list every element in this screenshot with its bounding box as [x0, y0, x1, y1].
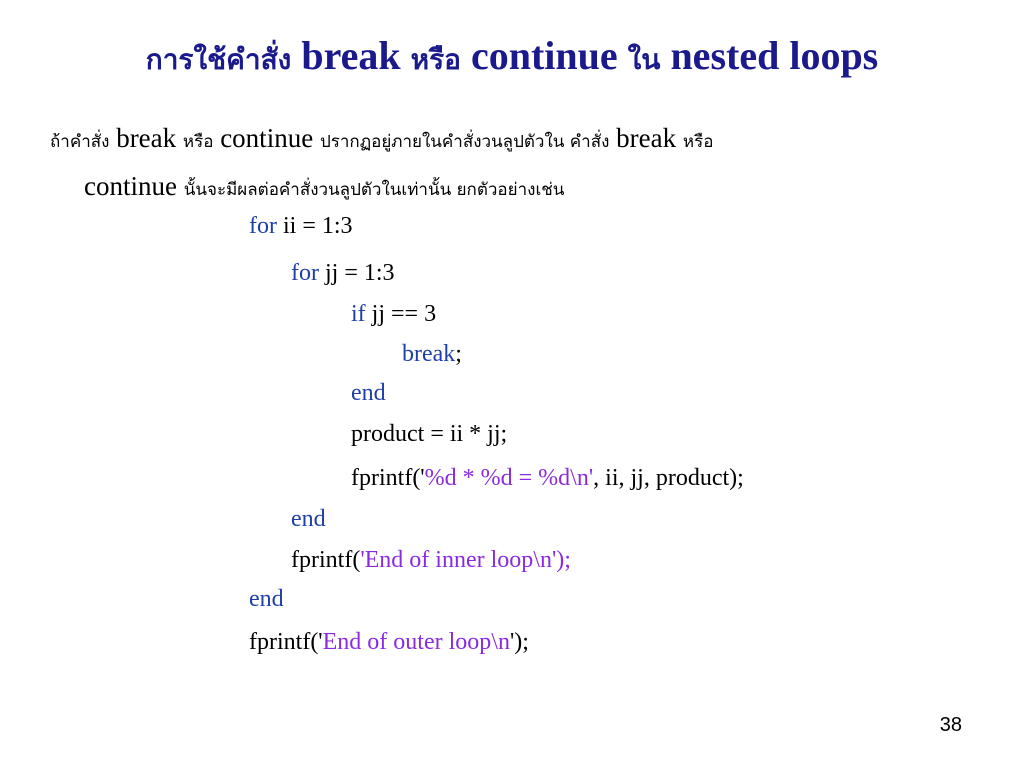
code-line: [351, 419, 507, 449]
code-keyword: if: [351, 301, 366, 327]
code-keyword: break: [402, 341, 456, 367]
code-line: [351, 463, 744, 493]
title-part: หรือ: [410, 43, 461, 76]
code-string: 'End of inner loop\n');: [360, 547, 571, 573]
code-text: jj = 1:3: [318, 260, 395, 286]
intro-text: continue: [84, 171, 177, 201]
title-part: nested loops: [670, 33, 879, 78]
intro-text: break: [116, 123, 177, 153]
title-part: การใช้คำสั่ง: [145, 43, 292, 76]
intro-text: break: [616, 123, 677, 153]
code-string: %d * %d = %d\n': [424, 465, 594, 491]
title-part: break: [301, 33, 401, 78]
intro-text: หรือ: [182, 132, 214, 152]
code-keyword: end: [249, 586, 284, 612]
intro-text: หรือ: [682, 132, 714, 152]
code-line: [249, 627, 529, 657]
code-line: [291, 545, 571, 575]
code-keyword: for: [249, 213, 277, 239]
code-line: [291, 504, 326, 534]
intro-text: continue: [220, 123, 314, 153]
code-line: [351, 299, 436, 329]
page-number: 38: [939, 714, 962, 736]
code-line: [402, 339, 462, 369]
intro-text: ปรากฏอยู่ภายในคำสั่งวนลูปตัวใน คำสั่ง: [319, 132, 610, 152]
code-line: [249, 211, 353, 241]
code-text: ');: [509, 629, 529, 655]
code-keyword: end: [351, 380, 386, 406]
code-keyword: end: [291, 506, 326, 532]
slide-title: [0, 28, 1024, 88]
code-text: product = ii * jj;: [351, 421, 508, 447]
intro-line-2: [50, 164, 980, 212]
code-text: ii = 1:3: [276, 213, 353, 239]
code-text: ;: [455, 341, 462, 367]
code-string: End of outer loop\n: [322, 629, 510, 655]
code-line: [249, 584, 284, 614]
title-part: continue: [470, 33, 618, 78]
intro-text: นั้นจะมีผลต่อคำสั่งวนลูปตัวในเท่านั้น ยกตัวอย่างเช่น: [183, 180, 565, 200]
intro-paragraph: [50, 116, 980, 212]
code-line: [291, 258, 395, 288]
code-text: fprintf(': [249, 629, 323, 655]
code-keyword: for: [291, 260, 319, 286]
code-text: fprintf(: [291, 547, 361, 573]
intro-text: ถ้าคำสั่ง: [50, 132, 110, 152]
code-text: jj == 3: [365, 301, 437, 327]
code-text: , ii, jj, product);: [593, 465, 744, 491]
title-part: ใน: [627, 43, 661, 76]
code-text: fprintf(': [351, 465, 425, 491]
code-line: [351, 378, 386, 408]
